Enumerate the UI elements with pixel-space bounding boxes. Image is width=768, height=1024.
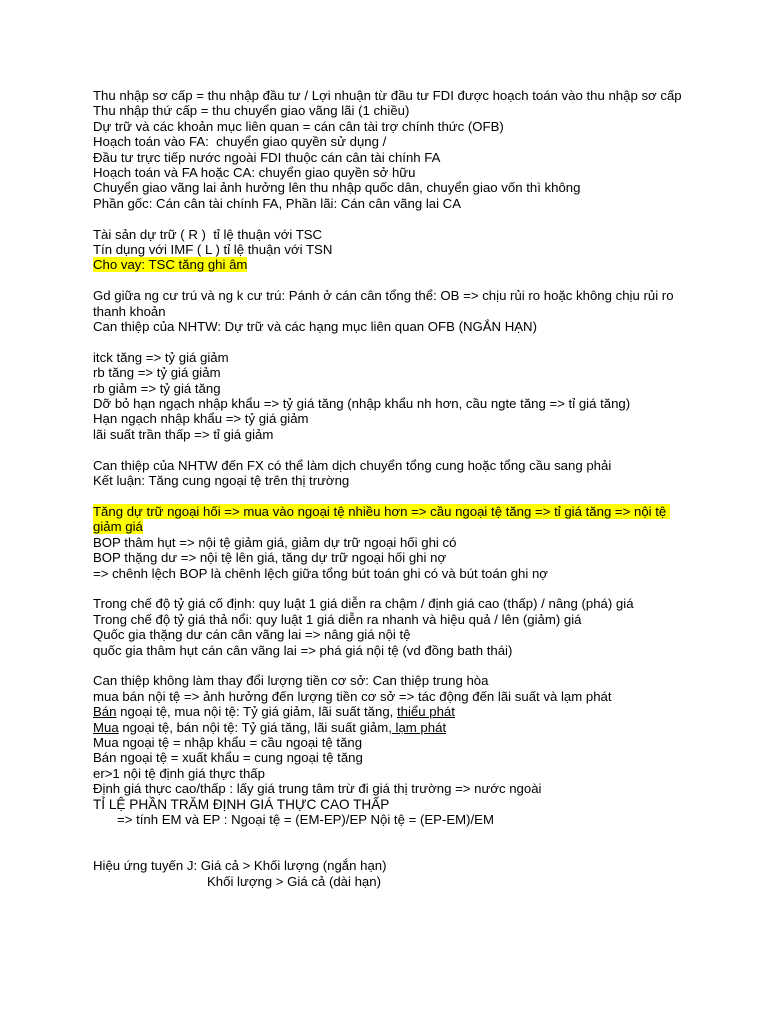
highlight-text: Cho vay: TSC tăng ghi âm [93, 257, 248, 273]
underlined-text: lạm phát [391, 719, 447, 735]
text-line: Can thiệp không làm thay đổi lượng tiền cơ sở: Can thiệp trung hòa [93, 673, 489, 689]
spacer [93, 334, 693, 349]
text-line: Định giá thực cao/thấp : lấy giá trung tâm trừ đi giá thị trường => nước ngoài [93, 781, 542, 797]
text-line: Hạn ngạch nhập khẩu => tỷ giá giảm [93, 411, 309, 427]
underlined-text: thiểu phát [397, 704, 455, 720]
text-line: Hoạch toán vào FA: chuyển giao quyền sử dụng / [93, 134, 387, 150]
underlined-text: Bán [93, 704, 117, 720]
section-exchange-rate-regimes [93, 596, 693, 658]
text-line: Tài sản dự trữ ( R ) tỉ lệ thuận với TSC [93, 226, 323, 242]
highlighted-line [93, 504, 693, 535]
text-line: BOP thặng dư => nội tệ lên giá, tăng dự trữ ngoại hối ghi nợ [93, 550, 447, 566]
text-line: Đầu tư trực tiếp nước ngoài FDI thuộc cán cân tài chính FA [93, 149, 441, 165]
text-line: mua bán nội tệ => ảnh hưởng đến lượng tiền cơ sở => tác động đến lãi suất và lạm phát [93, 688, 612, 704]
text-line: rb tăng => tỷ giá giảm [93, 365, 221, 381]
text-line: quốc gia thâm hụt cán cân vãng lai => phá giá nội tệ (vd đồng bath thái) [93, 642, 513, 658]
text-line: Can thiệp của NHTW: Dự trữ và các hạng mục liên quan OFB (NGẮN HẠN) [93, 319, 537, 335]
text-line: er>1 nội tệ định giá thực thấp [93, 765, 265, 781]
text-line: Khối lượng > Giá cả (dài hạn) [207, 873, 381, 889]
underlined-text: Mua [93, 719, 119, 735]
text-line: Mua ngoại tệ = nhập khẩu = cầu ngoại tệ tăng [93, 734, 363, 750]
text-line: rb giảm => tỷ giá tăng [93, 380, 221, 396]
spacer [93, 827, 693, 842]
spacer [93, 489, 693, 504]
section-bop [93, 504, 693, 581]
section-j-curve [93, 858, 693, 889]
inline-text: ngoại tệ, mua nội tệ: Tỷ giá giảm, lãi suất tăng, [116, 704, 397, 720]
highlight-text: Tăng dự trữ ngoại hối => mua vào ngoại tệ nhiều hơn => cầu ngoại tệ tăng => tỉ giá tăng => nội tệ giảm giá [93, 503, 670, 535]
text-line: lãi suất trần thấp => tỉ giá giảm [93, 426, 274, 442]
text-line: Hiệu ứng tuyến J: Giá cả > Khối lượng (ngắn hạn) [93, 858, 387, 874]
section-income-accounts [93, 88, 693, 211]
section-central-bank-fx [93, 458, 693, 489]
document-page [93, 88, 693, 889]
text-line: Trong chế độ tỷ giá thả nổi: quy luật 1 giá diễn ra nhanh và hiệu quả / lên (giảm) giá [93, 611, 582, 627]
spacer [93, 581, 693, 596]
text-line: Dỡ bỏ hạn ngạch nhập khẩu => tỷ giá tăng (nhập khẩu nh hơn, cầu ngte tăng => tỉ giá tăng) [93, 396, 631, 412]
heading-line: TỈ LỆ PHẦN TRĂM ĐỊNH GIÁ THỰC CAO THẤP [93, 796, 390, 812]
text-line: Tín dụng với IMF ( L ) tỉ lệ thuận với TSN [93, 242, 333, 258]
section-overall-balance [93, 288, 693, 334]
text-line [93, 720, 693, 735]
section-reserve-assets [93, 227, 693, 273]
spacer [93, 658, 693, 673]
text-line: Gd giữa ng cư trú và ng k cư trú: Pánh ở cán cân tổng thể: OB => chịu rủi ro hoặc không chịu rủi ro thanh khoản [93, 288, 678, 319]
spacer [93, 273, 693, 288]
text-line: Chuyển giao vãng lai ảnh hưởng lên thu nhập quốc dân, chuyển giao vốn thì không [93, 180, 581, 196]
text-line: Dự trữ và các khoản mục liên quan = cán cân tài trợ chính thức (OFB) [93, 118, 504, 134]
highlighted-line [93, 257, 693, 272]
spacer [93, 211, 693, 226]
text-line: Bán ngoại tệ = xuất khẩu = cung ngoại tệ tăng [93, 750, 363, 766]
spacer [93, 442, 693, 457]
text-line: Phần gốc: Cán cân tài chính FA, Phần lãi: Cán cân vãng lai CA [93, 195, 462, 211]
text-line: Thu nhập sơ cấp = thu nhập đầu tư / Lợi nhuận từ đầu tư FDI được hoạch toán vào thu nhập sơ cấp [93, 88, 682, 103]
text-line: Hoạch toán và FA hoặc CA: chuyển giao quyền sở hữu [93, 165, 416, 181]
text-line: Can thiệp của NHTW đến FX có thể làm dịch chuyển tổng cung hoặc tổng cầu sang phải [93, 457, 612, 473]
spacer [93, 843, 693, 858]
text-line [93, 704, 693, 719]
inline-text: ngoại tệ, bán nội tệ: Tỷ giá tăng, lãi suất giảm, [118, 719, 392, 735]
text-line: Quốc gia thặng dư cán cân vãng lai => nâng giá nội tệ [93, 627, 411, 643]
text-line: itck tăng => tỷ giá giảm [93, 349, 229, 365]
section-sterilized-intervention [93, 673, 693, 827]
text-line: Kết luận: Tăng cung ngoại tệ trên thị trường [93, 473, 350, 489]
text-line: Thu nhập thứ cấp = thu chuyển giao vãng lãi (1 chiều) [93, 103, 410, 119]
text-line: => tính EM và EP : Ngoại tệ = (EM-EP)/EP Nội tệ = (EP-EM)/EM [117, 811, 494, 827]
text-line: => chênh lệch BOP là chênh lệch giữa tổng bút toán ghi có và bút toán ghi nợ [93, 565, 548, 581]
text-line: Trong chế độ tỷ giá cố định: quy luật 1 giá diễn ra chậm / định giá cao (thấp) / nâng (phá) giá [93, 596, 634, 612]
section-exchange-rate-factors [93, 350, 693, 442]
text-line: BOP thâm hụt => nội tệ giảm giá, giảm dự trữ ngoại hối ghi có [93, 534, 457, 550]
